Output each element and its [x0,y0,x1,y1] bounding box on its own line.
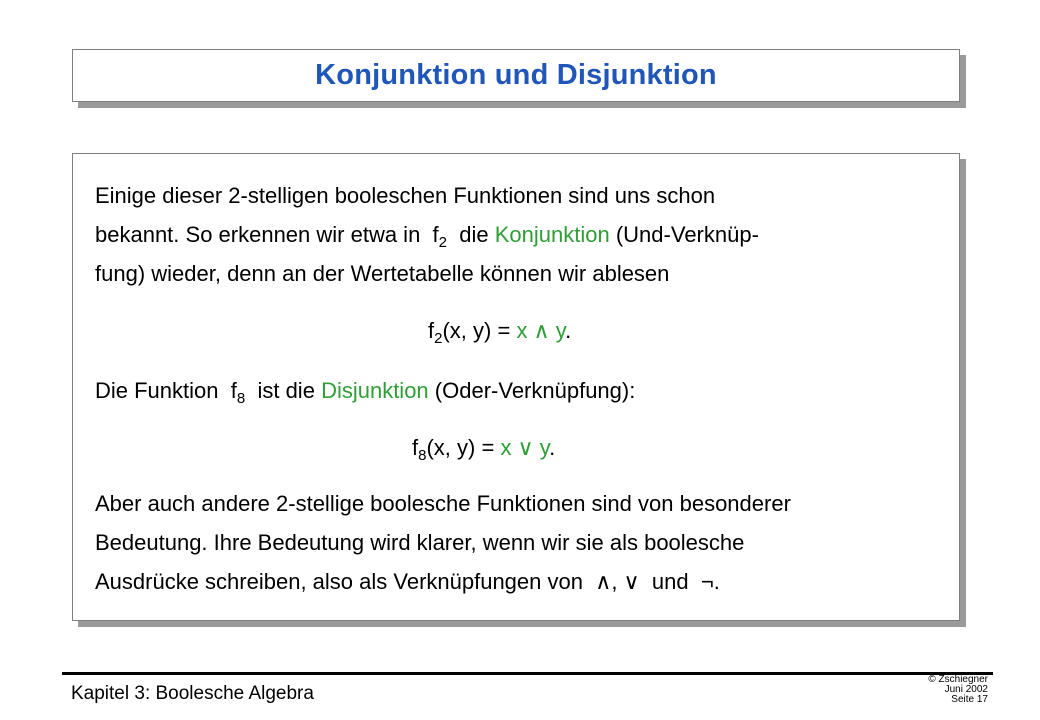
operator-symbols: ∧, ∨ [595,569,640,594]
formula-expression: x ∨ y [500,435,550,460]
formula-end: . [565,318,572,343]
content-box [72,153,960,621]
function-symbol: f [230,378,237,403]
function-index: 2 [438,234,448,251]
formula-disjunktion [412,435,556,464]
intro-text: bekannt. So erkennen wir etwa in [95,222,421,247]
footer-chapter: Kapitel 3: Boolesche Algebra [71,683,314,704]
footer-date: Juni 2002 [944,684,988,695]
function-index: 8 [236,390,246,407]
formula-index: 2 [434,330,443,347]
other-text: und [651,569,689,594]
disjunktion-text: (Oder-Verknüpfung): [434,378,636,403]
formula-index: 8 [418,447,427,464]
other-line-1: Aber auch andere 2-stellige boolesche Funktionen sind von besonderer [95,491,791,516]
paragraph-other-functions [95,484,941,601]
formula-end: . [549,435,556,460]
footer-page-number: Seite 17 [951,694,988,705]
negation-symbol: ¬. [700,569,720,594]
formula-function: f [428,318,435,343]
footer-copyright: © Zschiegner [928,674,988,685]
paragraph-disjunktion [95,371,941,410]
title-box [72,49,960,102]
footer-divider [62,672,993,675]
other-line-3 [95,562,941,601]
disjunktion-text: Die Funktion [95,378,219,403]
other-text: Ausdrücke schreiben, also als Verknüpfungen von [95,569,583,594]
function-symbol: f [432,222,439,247]
intro-line-2 [95,215,941,254]
formula-expression: x ∧ y [516,318,566,343]
slide-title: Konjunktion und Disjunktion [315,59,717,91]
intro-text: (Und-Verknüp- [615,222,759,247]
other-line-2: Bedeutung. Ihre Bedeutung wird klarer, wenn wir sie als boolesche [95,530,745,555]
intro-line-1: Einige dieser 2-stelligen booleschen Funktionen sind uns schon [95,183,716,208]
formula-args: (x, y) = [426,435,495,460]
formula-function: f [412,435,419,460]
footer-meta [928,675,988,705]
disjunktion-text: ist die [257,378,315,403]
formula-konjunktion [428,318,572,347]
formula-args: (x, y) = [442,318,511,343]
intro-text: die [459,222,489,247]
paragraph-intro [95,176,941,293]
intro-line-3: fung) wieder, denn an der Wertetabelle können wir ablesen [95,261,670,286]
term-konjunktion: Konjunktion [494,222,610,247]
term-disjunktion: Disjunktion [321,378,429,403]
